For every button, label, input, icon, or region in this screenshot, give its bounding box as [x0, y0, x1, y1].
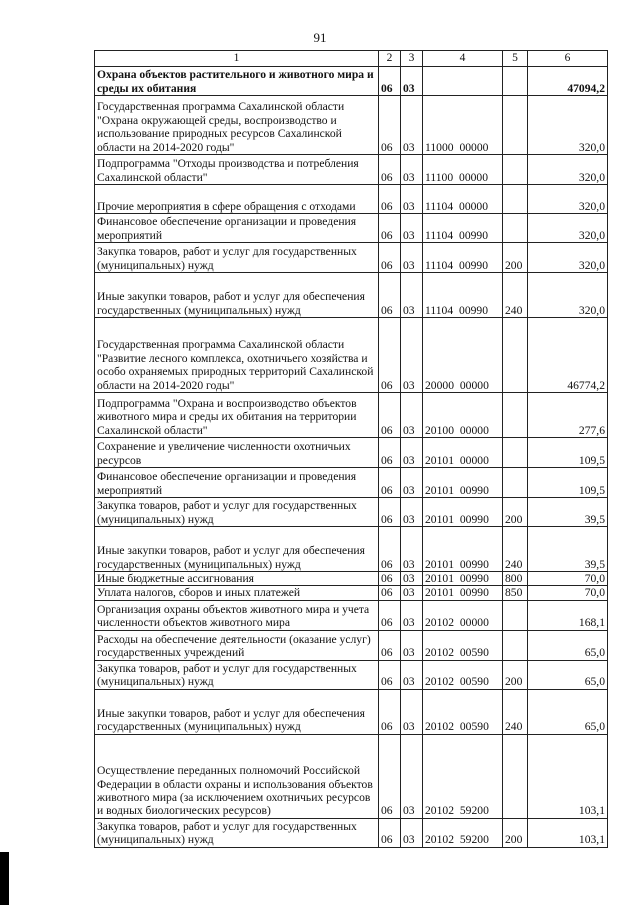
- row-section: 06: [379, 318, 401, 393]
- row-subsection: 03: [401, 600, 423, 630]
- row-target-article: 11104 00990: [423, 273, 503, 318]
- row-section: 06: [379, 630, 401, 660]
- row-name: Организация охраны объектов животного мира и учета численности объектов животного мира: [95, 600, 379, 630]
- column-header-6: 6: [528, 51, 608, 67]
- table-row: [95, 689, 608, 734]
- row-amount: 320,0: [528, 185, 608, 214]
- row-amount: 65,0: [528, 660, 608, 689]
- row-section: 06: [379, 438, 401, 468]
- row-target-article: 11000 00000: [423, 96, 503, 155]
- table-row: [95, 393, 608, 438]
- row-section: 06: [379, 527, 401, 572]
- row-target-article: 11100 00000: [423, 155, 503, 185]
- row-target-article: 20102 59200: [423, 818, 503, 847]
- row-expense-type: [503, 214, 528, 243]
- row-name: Охрана объектов растительного и животного мира и среды их обитания: [95, 67, 379, 96]
- table-row: [95, 660, 608, 689]
- row-subsection: 03: [401, 660, 423, 689]
- row-target-article: 20101 00990: [423, 527, 503, 572]
- row-name: Осуществление переданных полномочий Российской Федерации в области охраны и использования объектов животного мира (за исключением охотничьих ресурсов и водных биологических ресурсов): [95, 734, 379, 818]
- row-section: 06: [379, 600, 401, 630]
- row-section: 06: [379, 214, 401, 243]
- column-header-5: 5: [503, 51, 528, 67]
- row-amount: 70,0: [528, 572, 608, 586]
- column-header-1: 1: [95, 51, 379, 67]
- row-amount: 320,0: [528, 214, 608, 243]
- table-row: [95, 468, 608, 498]
- row-section: 06: [379, 155, 401, 185]
- row-subsection: 03: [401, 572, 423, 586]
- row-target-article: 20101 00990: [423, 586, 503, 600]
- table-row: [95, 600, 608, 630]
- row-subsection: 03: [401, 243, 423, 273]
- row-target-article: 20102 00590: [423, 660, 503, 689]
- row-name: Закупка товаров, работ и услуг для государственных (муниципальных) нужд: [95, 243, 379, 273]
- row-amount: 109,5: [528, 468, 608, 498]
- row-name: Подпрограмма "Охрана и воспроизводство объектов животного мира и среды их обитания на территории Сахалинской области": [95, 393, 379, 438]
- row-amount: 65,0: [528, 689, 608, 734]
- table-row: [95, 243, 608, 273]
- row-subsection: 03: [401, 155, 423, 185]
- row-target-article: 20102 00590: [423, 630, 503, 660]
- row-amount: 109,5: [528, 438, 608, 468]
- row-subsection: 03: [401, 67, 423, 96]
- row-amount: 277,6: [528, 393, 608, 438]
- row-amount: 168,1: [528, 600, 608, 630]
- row-name: Государственная программа Сахалинской области "Охрана окружающей среды, воспроизводство и использование природных ресурсов Сахалинской области на 2014-2020 годы": [95, 96, 379, 155]
- row-target-article: 20102 00590: [423, 689, 503, 734]
- row-subsection: 03: [401, 214, 423, 243]
- row-expense-type: [503, 96, 528, 155]
- table-row: [95, 96, 608, 155]
- row-name: Финансовое обеспечение организации и проведения мероприятий: [95, 214, 379, 243]
- row-name: Финансовое обеспечение организации и проведения мероприятий: [95, 468, 379, 498]
- row-section: 06: [379, 67, 401, 96]
- row-subsection: 03: [401, 818, 423, 847]
- row-target-article: 11104 00990: [423, 243, 503, 273]
- row-expense-type: [503, 630, 528, 660]
- table-row: [95, 630, 608, 660]
- row-name: Уплата налогов, сборов и иных платежей: [95, 586, 379, 600]
- row-name: Иные закупки товаров, работ и услуг для обеспечения государственных (муниципальных) нужд: [95, 527, 379, 572]
- row-subsection: 03: [401, 586, 423, 600]
- table-row: [95, 155, 608, 185]
- column-header-2: 2: [379, 51, 401, 67]
- row-section: 06: [379, 586, 401, 600]
- row-section: 06: [379, 734, 401, 818]
- row-section: 06: [379, 393, 401, 438]
- row-target-article: 20101 00990: [423, 468, 503, 498]
- row-subsection: 03: [401, 498, 423, 527]
- row-amount: 70,0: [528, 586, 608, 600]
- row-expense-type: [503, 734, 528, 818]
- row-name: Закупка товаров, работ и услуг для государственных (муниципальных) нужд: [95, 498, 379, 527]
- row-amount: 320,0: [528, 96, 608, 155]
- row-expense-type: 240: [503, 273, 528, 318]
- row-expense-type: 200: [503, 818, 528, 847]
- row-expense-type: [503, 318, 528, 393]
- row-expense-type: [503, 600, 528, 630]
- table-body: [95, 67, 608, 848]
- row-section: 06: [379, 818, 401, 847]
- row-section: 06: [379, 96, 401, 155]
- row-target-article: [423, 67, 503, 96]
- row-subsection: 03: [401, 96, 423, 155]
- row-subsection: 03: [401, 630, 423, 660]
- row-amount: 65,0: [528, 630, 608, 660]
- row-subsection: 03: [401, 689, 423, 734]
- table-row: [95, 273, 608, 318]
- column-header-3: 3: [401, 51, 423, 67]
- table-row: [95, 498, 608, 527]
- row-name: Закупка товаров, работ и услуг для государственных (муниципальных) нужд: [95, 660, 379, 689]
- table-row: [95, 527, 608, 572]
- row-amount: 39,5: [528, 527, 608, 572]
- row-section: 06: [379, 468, 401, 498]
- row-target-article: 20101 00990: [423, 498, 503, 527]
- row-target-article: 11104 00990: [423, 214, 503, 243]
- row-amount: 320,0: [528, 273, 608, 318]
- row-expense-type: 240: [503, 689, 528, 734]
- row-section: 06: [379, 572, 401, 586]
- row-subsection: 03: [401, 468, 423, 498]
- row-amount: 103,1: [528, 818, 608, 847]
- row-expense-type: 850: [503, 586, 528, 600]
- row-subsection: 03: [401, 318, 423, 393]
- row-subsection: 03: [401, 734, 423, 818]
- row-name: Закупка товаров, работ и услуг для государственных (муниципальных) нужд: [95, 818, 379, 847]
- table-row: [95, 586, 608, 600]
- table-row: [95, 318, 608, 393]
- row-expense-type: [503, 468, 528, 498]
- row-expense-type: 200: [503, 498, 528, 527]
- row-amount: 320,0: [528, 243, 608, 273]
- row-section: 06: [379, 273, 401, 318]
- table-header: [95, 51, 608, 67]
- row-section: 06: [379, 689, 401, 734]
- row-amount: 320,0: [528, 155, 608, 185]
- row-expense-type: [503, 185, 528, 214]
- row-expense-type: 240: [503, 527, 528, 572]
- scan-edge-mark: [0, 852, 9, 905]
- row-target-article: 20101 00990: [423, 572, 503, 586]
- row-amount: 46774,2: [528, 318, 608, 393]
- row-name: Иные закупки товаров, работ и услуг для обеспечения государственных (муниципальных) нужд: [95, 689, 379, 734]
- row-target-article: 20102 59200: [423, 734, 503, 818]
- row-subsection: 03: [401, 527, 423, 572]
- row-expense-type: [503, 67, 528, 96]
- row-section: 06: [379, 498, 401, 527]
- row-expense-type: [503, 393, 528, 438]
- row-name: Расходы на обеспечение деятельности (оказание услуг) государственных учреждений: [95, 630, 379, 660]
- row-amount: 47094,2: [528, 67, 608, 96]
- row-target-article: 20102 00000: [423, 600, 503, 630]
- row-expense-type: [503, 438, 528, 468]
- column-header-4: 4: [423, 51, 503, 67]
- table-row: [95, 214, 608, 243]
- row-target-article: 20100 00000: [423, 393, 503, 438]
- row-name: Иные бюджетные ассигнования: [95, 572, 379, 586]
- table-row: [95, 185, 608, 214]
- row-subsection: 03: [401, 185, 423, 214]
- row-expense-type: [503, 155, 528, 185]
- row-name: Государственная программа Сахалинской области "Развитие лесного комплекса, охотничьего хозяйства и особо охраняемых природных территорий Сахалинской области на 2014-2020 годы": [95, 318, 379, 393]
- row-name: Подпрограмма "Отходы производства и потребления Сахалинской области": [95, 155, 379, 185]
- row-amount: 103,1: [528, 734, 608, 818]
- row-section: 06: [379, 243, 401, 273]
- page-number: 91: [313, 30, 327, 45]
- budget-table: [94, 50, 608, 848]
- row-target-article: 11104 00000: [423, 185, 503, 214]
- row-subsection: 03: [401, 438, 423, 468]
- row-subsection: 03: [401, 393, 423, 438]
- row-section: 06: [379, 660, 401, 689]
- table-row: [95, 572, 608, 586]
- table-row: [95, 438, 608, 468]
- row-name: Иные закупки товаров, работ и услуг для обеспечения государственных (муниципальных) нужд: [95, 273, 379, 318]
- table-row: [95, 67, 608, 96]
- row-section: 06: [379, 185, 401, 214]
- row-expense-type: 200: [503, 243, 528, 273]
- row-expense-type: 800: [503, 572, 528, 586]
- table-row: [95, 734, 608, 818]
- row-name: Сохранение и увеличение численности охотничьих ресурсов: [95, 438, 379, 468]
- table-row: [95, 818, 608, 847]
- row-target-article: 20000 00000: [423, 318, 503, 393]
- row-subsection: 03: [401, 273, 423, 318]
- row-name: Прочие мероприятия в сфере обращения с отходами: [95, 185, 379, 214]
- row-target-article: 20101 00000: [423, 438, 503, 468]
- row-amount: 39,5: [528, 498, 608, 527]
- row-expense-type: 200: [503, 660, 528, 689]
